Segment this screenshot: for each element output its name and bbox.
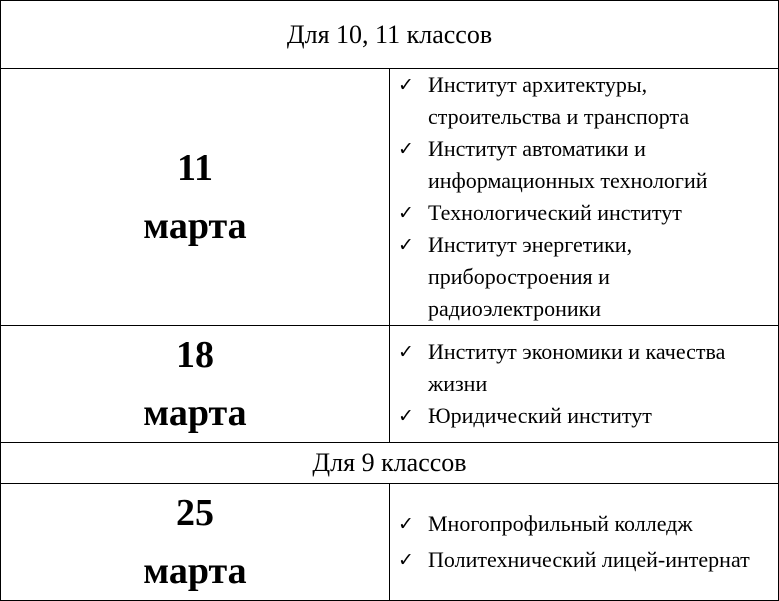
- item-label: Институт автоматики и информационных технологий: [428, 136, 708, 193]
- check-icon: ✓: [398, 405, 414, 427]
- date-day: 18: [176, 334, 214, 376]
- institute-list: [390, 336, 778, 432]
- date-month: марта: [143, 550, 247, 592]
- date-day: 25: [176, 492, 214, 534]
- list-item: [398, 197, 778, 229]
- list-item: [398, 229, 778, 325]
- list-item: [398, 400, 778, 432]
- institute-list: [390, 506, 778, 578]
- date-cell: [1, 484, 390, 601]
- check-icon: ✓: [398, 202, 414, 224]
- header-row: [1, 443, 779, 484]
- item-label: Технологический институт: [428, 200, 682, 225]
- section-header: Для 9 классов: [1, 443, 779, 484]
- check-icon: ✓: [398, 341, 414, 363]
- institutes-cell: [390, 484, 779, 601]
- check-icon: ✓: [398, 513, 414, 535]
- date-row: [1, 484, 779, 601]
- list-item: [398, 336, 778, 400]
- check-icon: ✓: [398, 234, 414, 256]
- check-icon: ✓: [398, 138, 414, 160]
- date-month: марта: [143, 392, 247, 434]
- item-label: Многопрофильный колледж: [428, 511, 693, 536]
- institutes-cell: [390, 326, 779, 443]
- date-row: [1, 326, 779, 443]
- date-row: [1, 69, 779, 326]
- item-label: Институт экономики и качества жизни: [428, 339, 726, 396]
- check-icon: ✓: [398, 74, 414, 96]
- list-item: [398, 133, 778, 197]
- item-label: Политехнический лицей-интернат: [428, 547, 750, 572]
- section-header: Для 10, 11 классов: [1, 1, 779, 69]
- item-label: Институт архитектуры, строительства и транспорта: [428, 72, 690, 129]
- date-cell: [1, 326, 390, 443]
- header-row: [1, 1, 779, 69]
- institute-list: [390, 69, 778, 325]
- item-label: Юридический институт: [428, 403, 652, 428]
- list-item: [398, 69, 778, 133]
- date-day: 11: [177, 147, 213, 189]
- list-item: [398, 506, 778, 542]
- check-icon: ✓: [398, 549, 414, 571]
- item-label: Институт энергетики, приборостроения и радиоэлектроники: [428, 232, 633, 321]
- list-item: [398, 542, 778, 578]
- date-cell: [1, 69, 390, 326]
- date-month: марта: [143, 205, 247, 247]
- institutes-cell: [390, 69, 779, 326]
